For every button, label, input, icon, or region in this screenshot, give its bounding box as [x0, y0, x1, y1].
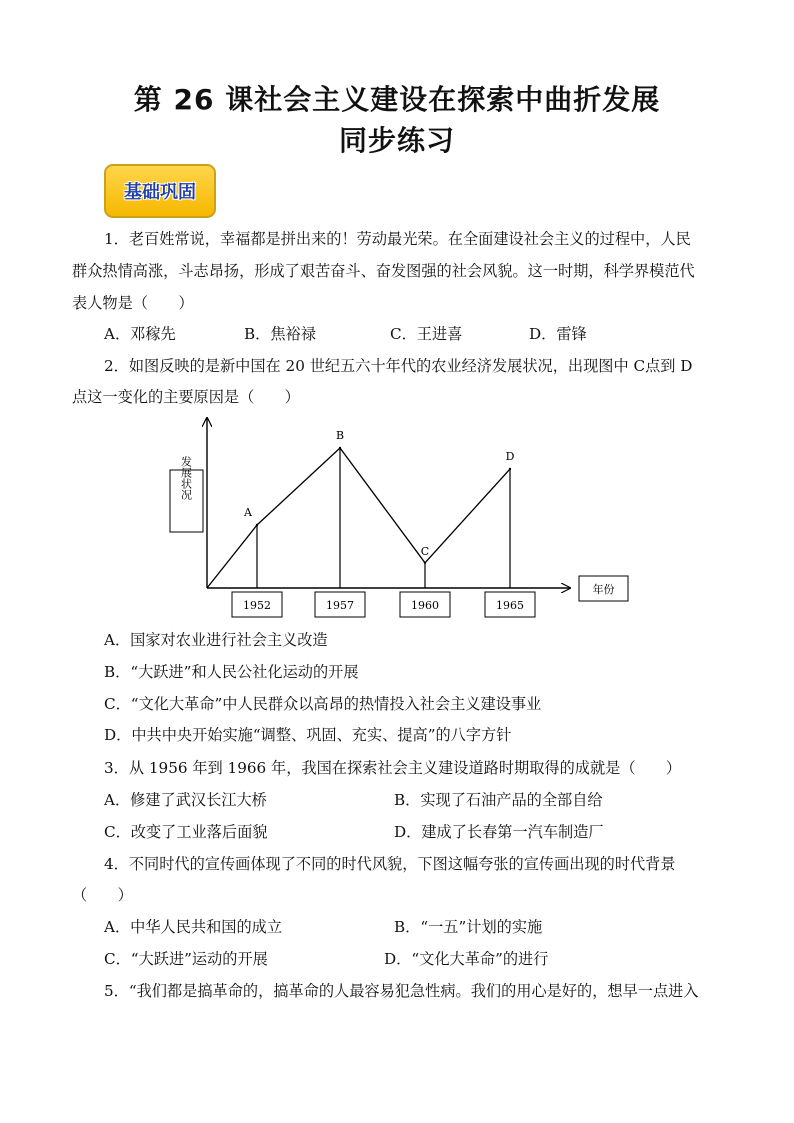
point-label-B: B — [335, 429, 345, 442]
q2-option-d: D．中共中央开始实施“调整、巩固、充实、提高”的八字方针 — [104, 726, 512, 744]
q1-option-c: C．王进喜 — [390, 325, 463, 343]
tick-label-1960: 1960 — [411, 599, 439, 612]
point-label-D: D — [505, 450, 515, 463]
q3-option-c: C．改变了工业落后面貌 — [104, 823, 268, 841]
q4-option-a: A．中华人民共和国的成立 — [104, 918, 283, 936]
tick-label-1957: 1957 — [326, 599, 354, 612]
y-axis-label: 发展状况 — [179, 456, 193, 500]
q2-option-a: A．国家对农业进行社会主义改造 — [104, 631, 328, 649]
q5-line1: 5．“我们都是搞革命的，搞革命的人最容易犯急性病。我们的用心是好的，想早一点进入 — [104, 982, 699, 1000]
q1-option-d: D．雷锋 — [529, 325, 587, 343]
q4-line2: （ ） — [72, 886, 133, 904]
data-point-B — [339, 447, 341, 449]
point-label-C: C — [420, 544, 430, 558]
page-title: 第 26 课社会主义建设在探索中曲折发展 — [133, 83, 661, 116]
q4-option-b: B．“一五”计划的实施 — [394, 918, 543, 936]
x-axis-label: 年份 — [592, 583, 615, 596]
data-point-A — [256, 524, 258, 526]
tick-label-1965: 1965 — [496, 599, 524, 612]
q3-option-b: B．实现了石油产品的全部自给 — [394, 791, 603, 809]
q4-line1: 4．不同时代的宣传画体现了不同的时代风貌，下图这幅夸张的宣传画出现的时代背景 — [104, 855, 676, 873]
q1-option-b: B．焦裕禄 — [244, 325, 316, 343]
q3-option-d: D．建成了长春第一汽车制造厂 — [394, 823, 604, 841]
series-line — [207, 448, 510, 588]
tick-label-1952: 1952 — [243, 599, 271, 612]
q1-line3: 表人物是（ ） — [72, 294, 194, 312]
q1-option-a: A．邓稼先 — [104, 325, 176, 343]
q2-option-b: B．“大跃进”和人民公社化运动的开展 — [104, 663, 359, 681]
q1-line2: 群众热情高涨，斗志昂扬，形成了艰苦奋斗、奋发图强的社会风貌。这一时期，科学界模范代 — [72, 262, 695, 280]
q4-option-c: C．“大跃进”运动的开展 — [104, 950, 268, 968]
q4-option-d: D．“文化大革命”的进行 — [384, 950, 549, 968]
q2-option-c: C．“文化大革命”中人民群众以高昂的热情投入社会主义建设事业 — [104, 695, 542, 713]
point-label-A: A — [244, 506, 252, 519]
section-badge: 基础巩固 — [104, 164, 216, 218]
q1-line1: 1．老百姓常说，幸福都是拼出来的！劳动最光荣。在全面建设社会主义的过程中，人民 — [104, 230, 691, 248]
page-subtitle: 同步练习 — [338, 124, 455, 157]
data-point-C — [424, 562, 426, 564]
data-point-D — [509, 468, 511, 470]
q3-option-a: A．修建了武汉长江大桥 — [104, 791, 267, 809]
q2-line1: 2．如图反映的是新中国在 20 世纪五六十年代的农业经济发展状况，出现图中 C点到 D — [104, 357, 693, 375]
q2-line2: 点这一变化的主要原因是（ ） — [72, 388, 300, 406]
q3-line1: 3．从 1956 年到 1966 年，我国在探索社会主义建设道路时期取得的成就是（ ） — [104, 759, 682, 777]
